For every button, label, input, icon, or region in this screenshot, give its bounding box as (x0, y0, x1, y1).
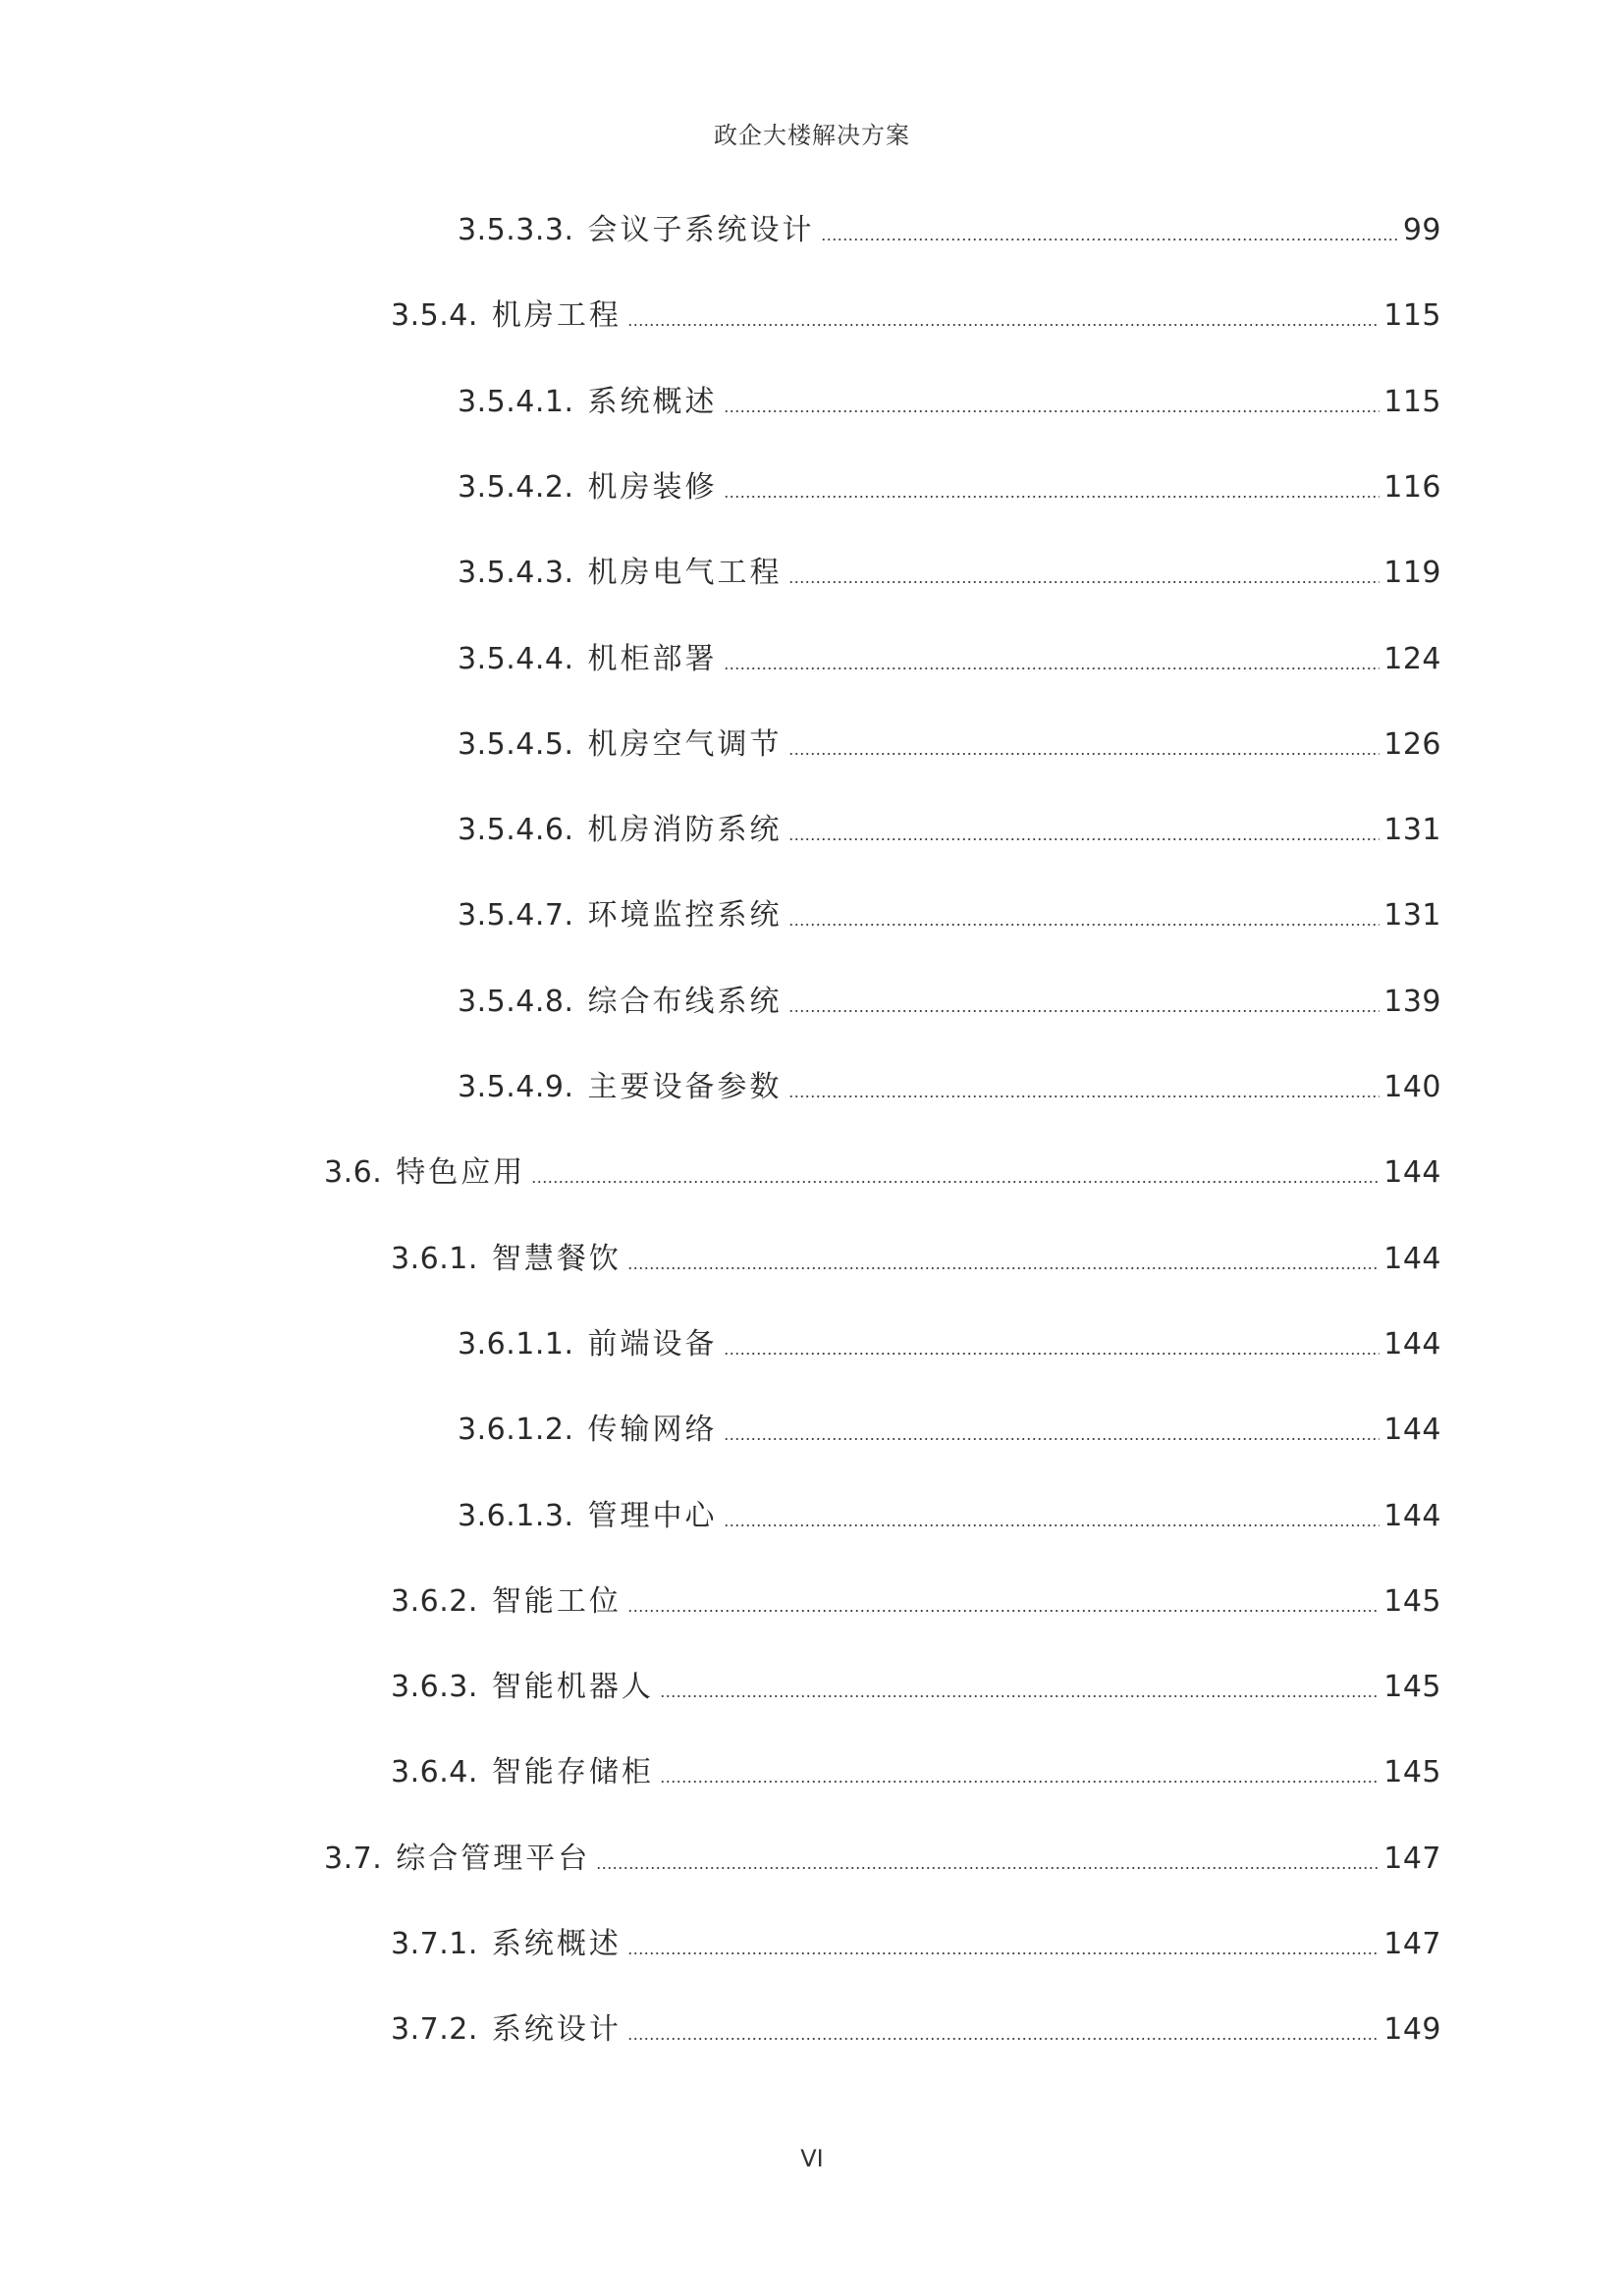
toc-entry[interactable] (458, 1409, 1441, 1452)
toc-entry-page: 99 (1402, 213, 1441, 247)
toc-entry-page: 115 (1383, 384, 1441, 419)
toc-entry[interactable] (458, 209, 1441, 252)
toc-entry-title: 机房消防系统 (587, 813, 783, 848)
toc-entry-number: 3.5.4.1. (458, 384, 574, 419)
toc-entry-number: 3.7.2. (391, 2012, 478, 2048)
toc-entry[interactable] (458, 466, 1441, 509)
toc-entry[interactable] (391, 1238, 1441, 1281)
toc-dot-leader (724, 496, 1380, 498)
toc-entry-title: 传输网络 (587, 1413, 718, 1448)
toc-dot-leader (627, 1610, 1380, 1612)
toc-dot-leader (724, 1438, 1380, 1440)
toc-entry-page: 144 (1383, 1413, 1441, 1448)
toc-entry-number: 3.5.4.6. (458, 813, 574, 848)
toc-entry-number: 3.5.4.4. (458, 641, 574, 676)
toc-entry[interactable] (391, 294, 1441, 338)
toc-entry[interactable] (458, 981, 1441, 1024)
toc-entry-page: 116 (1383, 469, 1441, 505)
toc-entry[interactable] (391, 1923, 1441, 1966)
toc-entry[interactable] (391, 1666, 1441, 1709)
toc-entry-page: 144 (1383, 1498, 1441, 1533)
toc-entry[interactable] (458, 381, 1441, 424)
toc-dot-leader (724, 667, 1380, 669)
toc-entry-number: 3.6.1.3. (458, 1498, 574, 1533)
toc-dot-leader (596, 1867, 1380, 1869)
toc-entry-page: 145 (1383, 1670, 1441, 1705)
toc-entry-number: 3.6.1. (391, 1241, 478, 1276)
toc-entry-page: 139 (1383, 984, 1441, 1019)
toc-entry-page: 145 (1383, 1755, 1441, 1790)
toc-entry-page: 140 (1383, 1070, 1441, 1104)
toc-dot-leader (627, 2038, 1380, 2040)
toc-dot-leader (627, 1267, 1380, 1269)
toc-entry-number: 3.5.3.3. (458, 213, 574, 247)
toc-entry[interactable] (391, 1580, 1441, 1624)
toc-entry-page: 131 (1383, 898, 1441, 934)
toc-entry[interactable] (458, 1495, 1441, 1538)
toc-entry-title: 智能存储柜 (491, 1755, 654, 1790)
toc-entry-title: 智能工位 (491, 1583, 622, 1619)
toc-dot-leader (788, 838, 1380, 840)
toc-entry-number: 3.6.1.1. (458, 1326, 574, 1362)
toc-dot-leader (788, 924, 1380, 926)
toc-entry-number: 3.5.4.9. (458, 1070, 574, 1104)
toc-dot-leader (627, 324, 1380, 326)
toc-entry[interactable] (324, 1838, 1441, 1881)
toc-dot-leader (660, 1781, 1380, 1783)
toc-entry-title: 特色应用 (396, 1155, 526, 1191)
toc-entry-page: 147 (1383, 1841, 1441, 1876)
toc-entry-page: 144 (1383, 1326, 1441, 1362)
toc-entry-page: 126 (1383, 726, 1441, 762)
toc-entry-number: 3.5.4.5. (458, 726, 574, 762)
toc-entry[interactable] (458, 552, 1441, 595)
toc-entry-title: 智慧餐饮 (491, 1241, 622, 1276)
toc-entry[interactable] (391, 2008, 1441, 2052)
toc-entry-title: 机柜部署 (587, 641, 718, 676)
toc-entry-title: 综合管理平台 (396, 1841, 591, 1876)
toc-entry-title: 会议子系统设计 (587, 213, 815, 247)
toc-dot-leader (660, 1695, 1380, 1697)
toc-entry-title: 机房装修 (587, 469, 718, 505)
toc-entry-title: 综合布线系统 (587, 984, 783, 1019)
toc-entry-page: 144 (1383, 1241, 1441, 1276)
toc-entry-title: 机房工程 (491, 298, 622, 334)
toc-entry-page: 147 (1383, 1927, 1441, 1961)
page-number: VI (800, 2145, 824, 2172)
toc-entry-title: 主要设备参数 (587, 1070, 783, 1104)
toc-entry-page: 131 (1383, 813, 1441, 848)
toc-entry-page: 145 (1383, 1583, 1441, 1619)
toc-entry-page: 149 (1383, 2012, 1441, 2048)
toc-entry-title: 管理中心 (587, 1498, 718, 1533)
toc-entry-title: 机房空气调节 (587, 726, 783, 762)
toc-dot-leader (724, 410, 1380, 412)
toc-entry-page: 124 (1383, 641, 1441, 676)
toc-entry-number: 3.5.4.7. (458, 898, 574, 934)
toc-entry[interactable] (458, 894, 1441, 937)
toc-dot-leader (724, 1524, 1380, 1526)
toc-entry[interactable] (458, 723, 1441, 767)
toc-dot-leader (788, 1010, 1380, 1012)
toc-entry-number: 3.5.4.3. (458, 556, 574, 591)
toc-entry[interactable] (458, 809, 1441, 852)
toc-entry-number: 3.7.1. (391, 1927, 478, 1961)
toc-entry-number: 3.5.4.2. (458, 469, 574, 505)
toc-dot-leader (724, 1353, 1380, 1355)
toc-dot-leader (627, 1952, 1380, 1954)
toc-entry-title: 智能机器人 (491, 1670, 654, 1705)
toc-dot-leader (788, 1095, 1380, 1097)
toc-entry[interactable] (324, 1151, 1441, 1195)
toc-entry-number: 3.5.4. (391, 298, 478, 334)
toc-dot-leader (821, 239, 1399, 240)
toc-entry-title: 系统设计 (491, 2012, 622, 2048)
toc-entry-title: 前端设备 (587, 1326, 718, 1362)
toc-entry-title: 机房电气工程 (587, 556, 783, 591)
toc-entry-number: 3.6.4. (391, 1755, 478, 1790)
toc-entry-page: 115 (1383, 298, 1441, 334)
toc-entry-number: 3.5.4.8. (458, 984, 574, 1019)
toc-entry-number: 3.6. (324, 1155, 383, 1191)
toc-dot-leader (531, 1181, 1380, 1183)
toc-entry[interactable] (458, 638, 1441, 681)
toc-entry-title: 系统概述 (491, 1927, 622, 1961)
toc-entry-title: 系统概述 (587, 384, 718, 419)
toc-entry-page: 144 (1383, 1155, 1441, 1191)
page-header: 政企大楼解决方案 (714, 122, 910, 149)
toc-entry[interactable] (458, 1066, 1441, 1109)
toc-entry-number: 3.6.2. (391, 1583, 478, 1619)
toc-entry-title: 环境监控系统 (587, 898, 783, 934)
toc-dot-leader (788, 581, 1380, 583)
toc-entry-number: 3.6.1.2. (458, 1413, 574, 1448)
toc-entry-number: 3.7. (324, 1841, 383, 1876)
toc-entry[interactable] (391, 1751, 1441, 1794)
toc-entry-page: 119 (1383, 556, 1441, 591)
toc-dot-leader (788, 753, 1380, 755)
toc-entry-number: 3.6.3. (391, 1670, 478, 1705)
toc-entry[interactable] (458, 1323, 1441, 1366)
